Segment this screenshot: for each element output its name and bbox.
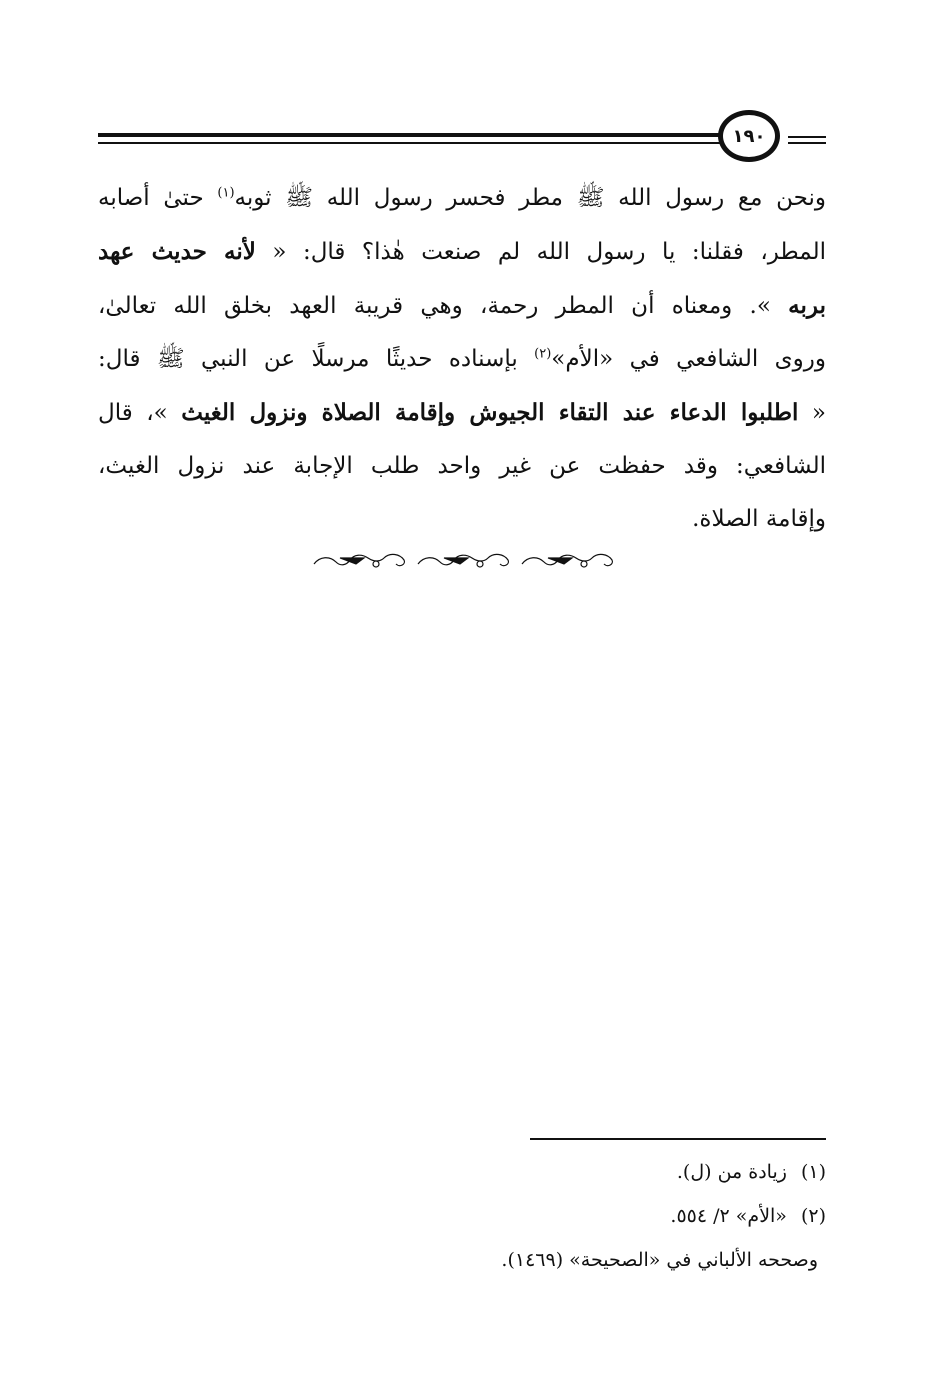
main-text [98, 172, 826, 546]
page-header [98, 108, 826, 164]
page-number: ١٩٠ [718, 110, 780, 162]
text-line: بربه ». ومعناه أن المطر رحمة، وهي قريبة العهد بخلق الله تعالىٰ، [98, 292, 826, 319]
footnote-text: زيادة من (ل). [676, 1161, 787, 1183]
footnote-ref: (٢) [534, 346, 552, 362]
text-line: ونحن مع رسول الله ﷺ مطر فحسر رسول الله ﷺ ثوبه$^{(١)}$ حتىٰ أصابه [98, 185, 826, 211]
footnote-separator [530, 1138, 826, 1140]
footnote-number: (٢) [800, 1205, 826, 1227]
hadith-text: بربه [788, 292, 826, 319]
footnote-ref: (١) [217, 185, 235, 201]
text-line: الشافعي: وقد حفظت عن غير واحد طلب الإجابة عند نزول الغيث، [98, 453, 826, 479]
header-rule-thick [98, 133, 726, 137]
header-rule-right [788, 136, 826, 138]
footnote-text: «الأم» ٢/ ٥٥٤. [670, 1205, 787, 1227]
footnotes [98, 1150, 826, 1282]
header-rule-thin [98, 142, 726, 144]
section-ornament-icon [310, 548, 616, 572]
footnote-item [98, 1238, 826, 1282]
hadith-text: لأنه حديث عهد [98, 238, 256, 265]
text-line: المطر، فقلنا: يا رسول الله لم صنعت هٰذا؟ قال: « لأنه حديث عهد [98, 238, 826, 265]
hadith-text: اطلبوا الدعاء عند التقاء الجيوش وإقامة الصلاة ونزول الغيث [181, 399, 799, 426]
header-rule-right-lower [788, 142, 826, 144]
footnote-number: (١) [800, 1161, 826, 1183]
text-line: وروى الشافعي في «الأم»$^{(٢)}$ بإسناده حديثًا مرسلًا عن النبي ﷺ قال: [98, 346, 827, 372]
footnote-text: وصححه الألباني في «الصحيحة» (١٤٦٩). [501, 1249, 818, 1271]
text-line: وإقامة الصلاة. [692, 506, 826, 532]
text-line: « اطلبوا الدعاء عند التقاء الجيوش وإقامة الصلاة ونزول الغيث »، قال [98, 399, 826, 426]
footnote-item [98, 1150, 826, 1194]
footnote-item [98, 1194, 826, 1238]
